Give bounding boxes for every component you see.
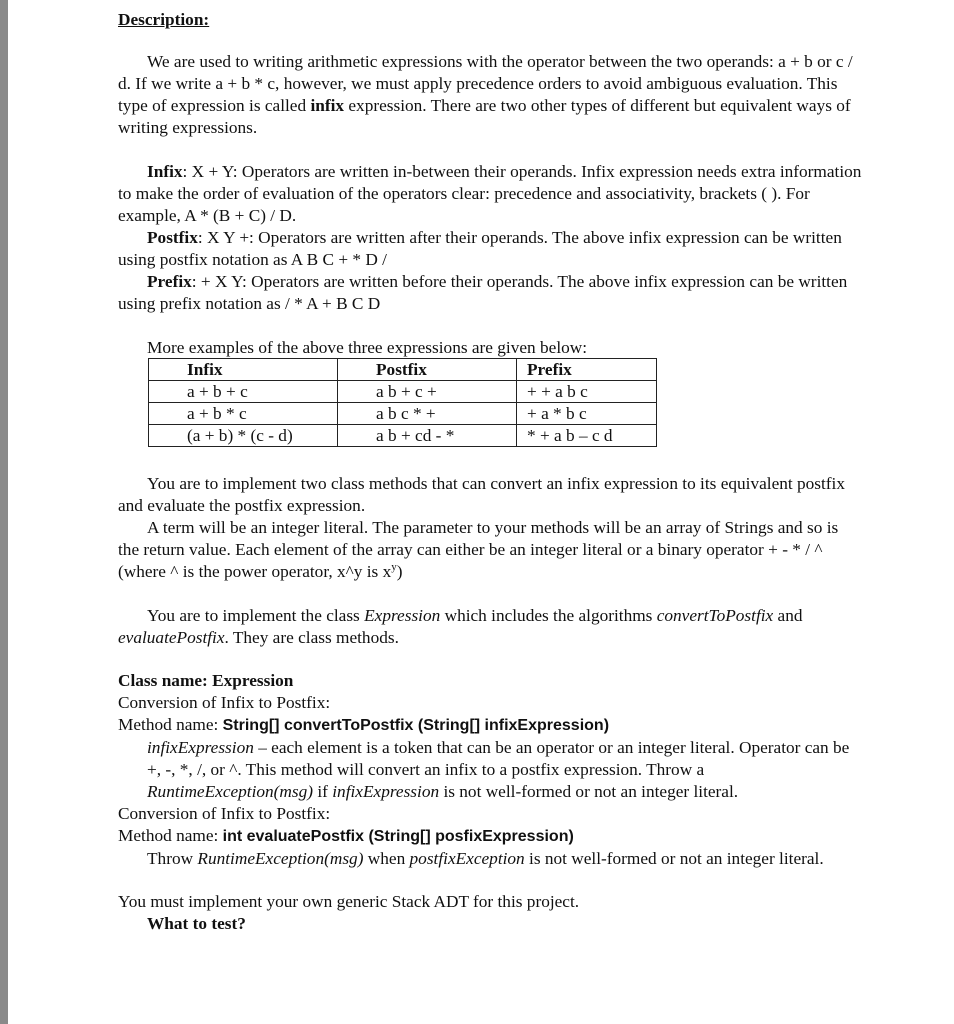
cell: a b + cd - * bbox=[338, 425, 517, 447]
code-signature: String[] convertToPostfix (String[] infixExpression) bbox=[222, 717, 610, 734]
cell: a b c * + bbox=[338, 403, 517, 425]
text: expression. There are two other types of different but equivalent ways of writing expressions. bbox=[118, 96, 851, 137]
text: if bbox=[313, 782, 333, 801]
text: RuntimeException(msg) bbox=[197, 849, 364, 868]
label: Postfix bbox=[147, 228, 198, 247]
text: evaluatePostfix bbox=[118, 628, 225, 647]
cell: + + a b c bbox=[517, 381, 657, 403]
implement-paragraph: You are to implement two class methods that can convert an infix expression to its equivalent postfix and evaluate the postfix expression. bbox=[118, 474, 845, 515]
prefix-paragraph bbox=[118, 271, 863, 315]
text: : X + Y: Operators are written in-between their operands. Infix expression needs extra information to make the order of evaluation of the operators clear: precedence and associativity, brackets ( ). For example, A * (B + C) / D. bbox=[118, 162, 862, 225]
method-1-signature bbox=[118, 714, 863, 737]
text: convertToPostfix bbox=[656, 606, 774, 625]
method-1-description bbox=[147, 737, 863, 803]
text: : X Y +: Operators are written after their operands. The above infix expression can be written using postfix notation as A B C + * D / bbox=[118, 228, 842, 269]
text: A term will be an integer literal. The parameter to your methods will be an array of Strings and so is the return value. Each element of the array can either be an integer literal or a binary operator + - * / ^ (where ^ is the power operator, x^y is x bbox=[118, 518, 839, 581]
text: : + X Y: Operators are written before their operands. The above infix expression can be written using prefix notation as / * A + B C D bbox=[118, 272, 848, 313]
table-header-row bbox=[149, 359, 657, 381]
term-paragraph bbox=[118, 517, 863, 583]
infix-paragraph bbox=[118, 161, 863, 227]
class-name-heading: Class name: Expression bbox=[118, 671, 294, 690]
text: Expression bbox=[364, 606, 441, 625]
class-paragraph bbox=[118, 605, 863, 649]
text: We are used to writing arithmetic expressions with the operator between the two operands: a + b or c / d. If we write a + b * c, however, we must apply precedence orders to avoid ambiguous evaluation. This type of expression is called bbox=[118, 52, 853, 115]
cell: * + a b – c d bbox=[517, 425, 657, 447]
description-heading: Description: bbox=[118, 10, 210, 29]
header-postfix: Postfix bbox=[338, 359, 517, 381]
conversion-heading-2: Conversion of Infix to Postfix: bbox=[118, 804, 331, 823]
text: – each element is a token that can be an operator or an integer literal. Operator can be +, -, *, /, or ^. This method will convert an infix to a postfix expression. Throw a bbox=[147, 738, 850, 779]
text: postfixException bbox=[409, 849, 525, 868]
cell: a + b + c bbox=[149, 381, 338, 403]
table-row bbox=[149, 425, 657, 447]
label: Method name: bbox=[118, 826, 223, 845]
cell: a + b * c bbox=[149, 403, 338, 425]
cell: + a * b c bbox=[517, 403, 657, 425]
what-to-test-heading: What to test? bbox=[147, 914, 246, 933]
superscript: y bbox=[391, 561, 397, 574]
conversion-heading-1: Conversion of Infix to Postfix: bbox=[118, 693, 331, 712]
cell: a b + c + bbox=[338, 381, 517, 403]
document-page bbox=[118, 9, 863, 935]
text: ) bbox=[396, 562, 403, 581]
code-signature: int evaluatePostfix (String[] posfixExpression) bbox=[222, 828, 574, 845]
text: RuntimeException(msg) bbox=[147, 782, 314, 801]
text: infix bbox=[310, 96, 345, 115]
header-prefix: Prefix bbox=[517, 359, 657, 381]
table-row bbox=[149, 403, 657, 425]
text: and bbox=[773, 606, 803, 625]
text: infixExpression bbox=[147, 738, 254, 757]
postfix-paragraph bbox=[118, 227, 863, 271]
text: is not well-formed or not an integer literal. bbox=[524, 849, 824, 868]
intro-paragraph bbox=[118, 51, 863, 139]
table-caption: More examples of the above three expressions are given below: bbox=[147, 338, 588, 357]
label: Method name: bbox=[118, 715, 223, 734]
header-infix: Infix bbox=[149, 359, 338, 381]
left-margin-bar bbox=[0, 0, 8, 1024]
cell: (a + b) * (c - d) bbox=[149, 425, 338, 447]
method-2-signature bbox=[118, 825, 863, 848]
text: which includes the algorithms bbox=[440, 606, 657, 625]
text: Throw bbox=[147, 849, 198, 868]
stack-paragraph: You must implement your own generic Stack ADT for this project. bbox=[118, 892, 580, 911]
text: You are to implement the class bbox=[147, 606, 365, 625]
examples-table-block bbox=[147, 337, 863, 447]
table-row bbox=[149, 381, 657, 403]
text: when bbox=[363, 849, 410, 868]
method-2-description bbox=[147, 848, 863, 870]
examples-table bbox=[148, 358, 657, 447]
label: Prefix bbox=[147, 272, 192, 291]
text: is not well-formed or not an integer literal. bbox=[439, 782, 739, 801]
text: . They are class methods. bbox=[224, 628, 399, 647]
text: infixExpression bbox=[332, 782, 440, 801]
label: Infix bbox=[147, 162, 183, 181]
